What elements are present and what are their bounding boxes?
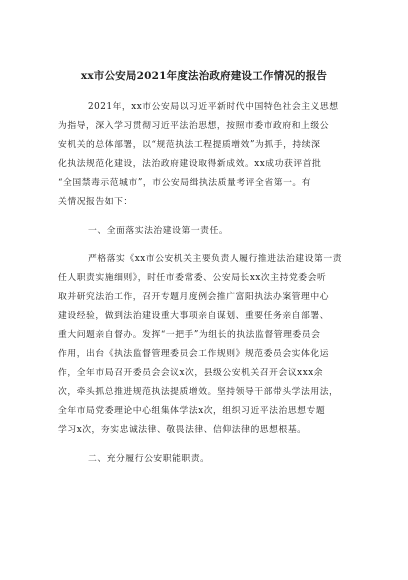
section-heading: 二、充分履行公安职能职责。 (88, 454, 210, 464)
section-heading: 一、全面落实法治建设第一责任。 (88, 226, 229, 236)
document-title: xx市公安局2021年度法治政府建设工作情况的报告 (80, 70, 328, 82)
paragraph-line: 2021年，xx市公安局以习近平新时代中国特色社会主义思想 (88, 102, 339, 112)
paragraph-line: 为指导，深入学习贯彻习近平法治思想，按照市委市政府和上级公 (58, 121, 330, 131)
paragraph-line: 安机关的总体部署，以“规范执法工程提质增效”为抓手，持续深 (58, 140, 321, 150)
paragraph-line: 严格落实《xx市公安机关主要负责人履行推进法治建设第一责 (88, 254, 343, 264)
paragraph-line: 全年市局党委理论中心组集体学法x次，组织习近平法治思想专题 (58, 406, 326, 416)
paragraph-line: 建设经验，做到法治建设重大事项亲自谋划、重要任务亲自部署、 (58, 311, 330, 321)
paragraph-line: 取并研究法治工作，召开专题月度例会推广富阳执法办案管理中心 (58, 292, 330, 302)
paragraph-line: 化执法规范化建设，法治政府建设取得新成效。xx成功获评首批 (58, 159, 322, 169)
paragraph-line: 重大问题亲自督办。发挥“一把手”为组长的执法监督管理委员会 (58, 330, 321, 340)
paragraph-line: 作用，出台《执法监督管理委员会工作规则》规范委员会实体化运 (58, 349, 330, 359)
paragraph-line: 任人职责实施细则》，时任市委常委、公安局长xx次主持党委会听 (58, 273, 327, 283)
paragraph-line: 关情况报告如下： (58, 197, 133, 207)
paragraph-line: “全国禁毒示范城市”，市公安局缉执法质量考评全省第一。有 (58, 178, 312, 188)
paragraph-line: 学习x次，夯实忠诚法律、敬畏法律、信仰法律的思想根基。 (58, 425, 307, 435)
paragraph-line: 次，牵头抓总推进规范执法提质增效。坚持领导干部带头学法用法， (58, 387, 339, 397)
paragraph-line: 作，全年市局召开委员会会议x次，县级公安机关召开会议xxx余 (58, 368, 324, 378)
